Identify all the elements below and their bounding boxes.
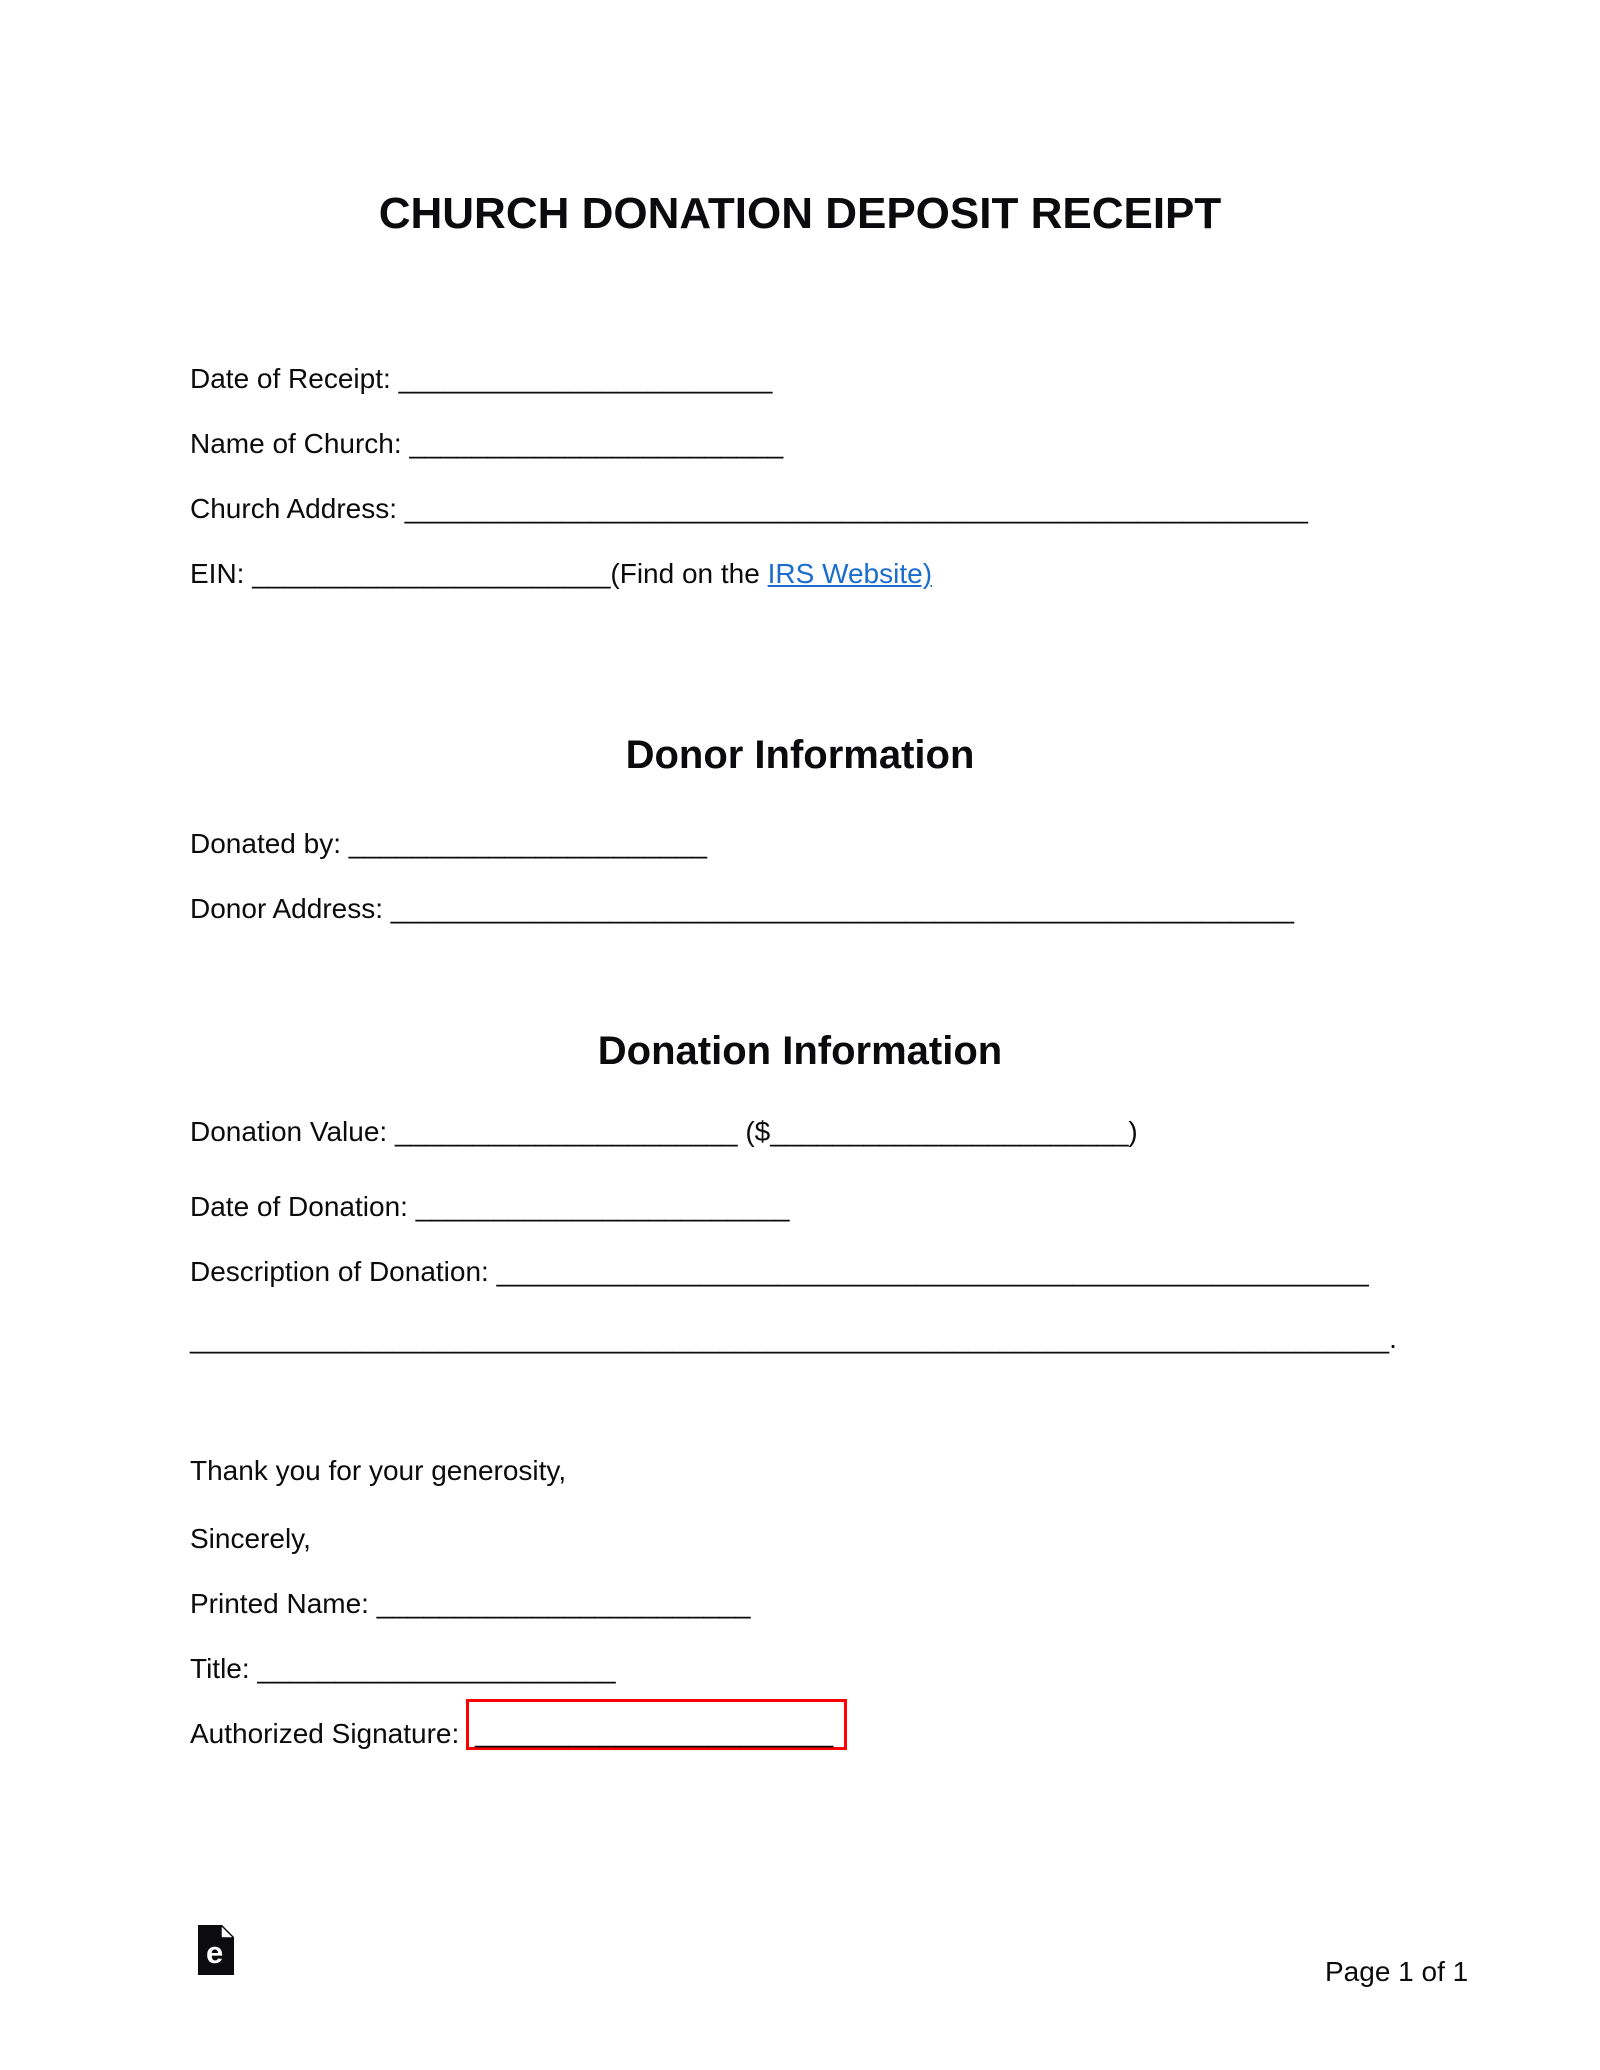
description-continuation-blank: _____________________________________________________________________________.	[190, 1323, 1397, 1354]
title-line	[190, 1652, 616, 1686]
donated-by-label: Donated by:	[190, 828, 349, 859]
donation-amount-blank: _______________________	[770, 1116, 1129, 1147]
printed-name-label: Printed Name:	[190, 1588, 377, 1619]
title-blank: _______________________	[257, 1653, 616, 1684]
donation-value-paren-open: ($	[737, 1116, 771, 1147]
irs-website-link[interactable]: IRS Website)	[767, 558, 933, 589]
donation-section-heading: Donation Information	[597, 1029, 1003, 1073]
printed-name-blank: ________________________	[376, 1588, 751, 1619]
church-address-label: Church Address:	[190, 493, 405, 524]
donation-value-label: Donation Value:	[190, 1116, 395, 1147]
eforms-logo-icon	[198, 1925, 234, 1975]
printed-name-line	[190, 1587, 750, 1621]
logo-letter: e	[206, 1935, 224, 1970]
donation-value-line	[190, 1115, 1138, 1149]
name-of-church-label: Name of Church:	[190, 428, 410, 459]
donation-value-paren-close: )	[1128, 1116, 1138, 1147]
church-address-blank: __________________________________________________________	[404, 493, 1308, 524]
description-label: Description of Donation:	[190, 1256, 497, 1287]
donor-section-heading: Donor Information	[625, 733, 975, 777]
church-address-line	[190, 492, 1308, 526]
authorized-signature-line	[190, 1717, 459, 1751]
description-continuation-line	[190, 1322, 1397, 1356]
date-of-donation-label: Date of Donation:	[190, 1191, 416, 1222]
donor-address-label: Donor Address:	[190, 893, 391, 924]
ein-label: EIN:	[190, 558, 253, 589]
donated-by-line	[190, 827, 707, 861]
description-blank: ________________________________________________________	[496, 1256, 1369, 1287]
date-of-receipt-line	[190, 362, 772, 396]
ein-line	[190, 557, 932, 591]
donated-by-blank: _______________________	[348, 828, 707, 859]
donor-address-blank: __________________________________________________________	[390, 893, 1294, 924]
donor-address-line	[190, 892, 1294, 926]
name-of-church-blank: ________________________	[409, 428, 784, 459]
date-of-receipt-label: Date of Receipt:	[190, 363, 399, 394]
page-indicator: Page 1 of 1	[1325, 1956, 1469, 1987]
thank-you-line: Thank you for your generosity,	[190, 1455, 567, 1486]
ein-blank: _______________________	[252, 558, 611, 589]
date-of-donation-line	[190, 1190, 789, 1224]
ein-note: (Find on the	[610, 558, 768, 589]
authorized-signature-label: Authorized Signature:	[190, 1718, 460, 1749]
signature-highlight-box[interactable]	[466, 1699, 847, 1750]
authorized-signature-blank: _______________________	[475, 1717, 834, 1748]
sincerely-line: Sincerely,	[190, 1523, 311, 1554]
date-of-receipt-blank: ________________________	[398, 363, 773, 394]
donation-value-blank: ______________________	[394, 1116, 738, 1147]
name-of-church-line	[190, 427, 783, 461]
title-label: Title:	[190, 1653, 258, 1684]
date-of-donation-blank: ________________________	[415, 1191, 790, 1222]
page-title: CHURCH DONATION DEPOSIT RECEIPT	[378, 189, 1222, 238]
description-of-donation-line	[190, 1255, 1369, 1289]
